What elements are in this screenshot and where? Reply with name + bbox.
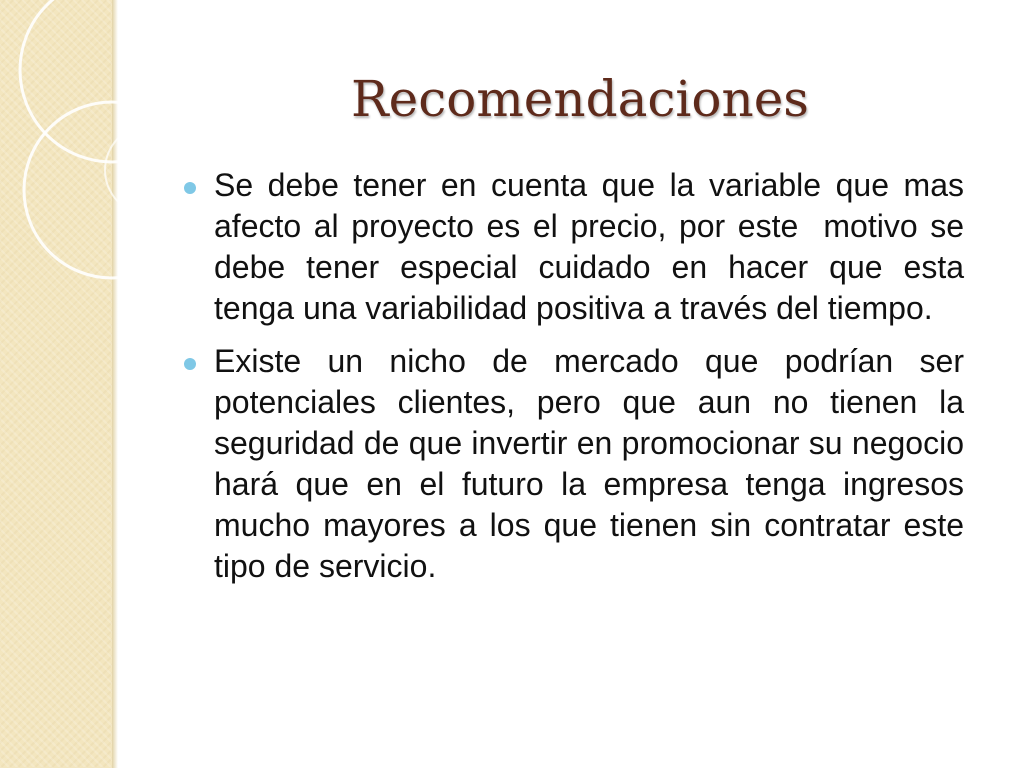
bullet-item [178,165,973,329]
slide-title: Recomendaciones [351,70,809,128]
bullet-dot-icon [184,182,196,194]
bullet-dot-icon [184,358,196,370]
bullet-list [178,165,973,599]
bullet-text: Existe un nicho de mercado que podrían ser potenciales clientes, pero que aun no tienen la seguridad de que invertir en promocionar su negocio hará que en el futuro la empresa tenga ingresos mucho mayores a los que tienen sin contratar este tipo de servicio. [214,343,973,584]
bullet-text: Se debe tener en cuenta que la variable que mas afecto al proyecto es el precio, por este motivo se debe tener especial cuidado en hacer que esta tenga una variabilidad positiva a través del tiempo. [214,167,973,326]
bullet-item [178,341,973,587]
decorative-circles [0,0,160,330]
